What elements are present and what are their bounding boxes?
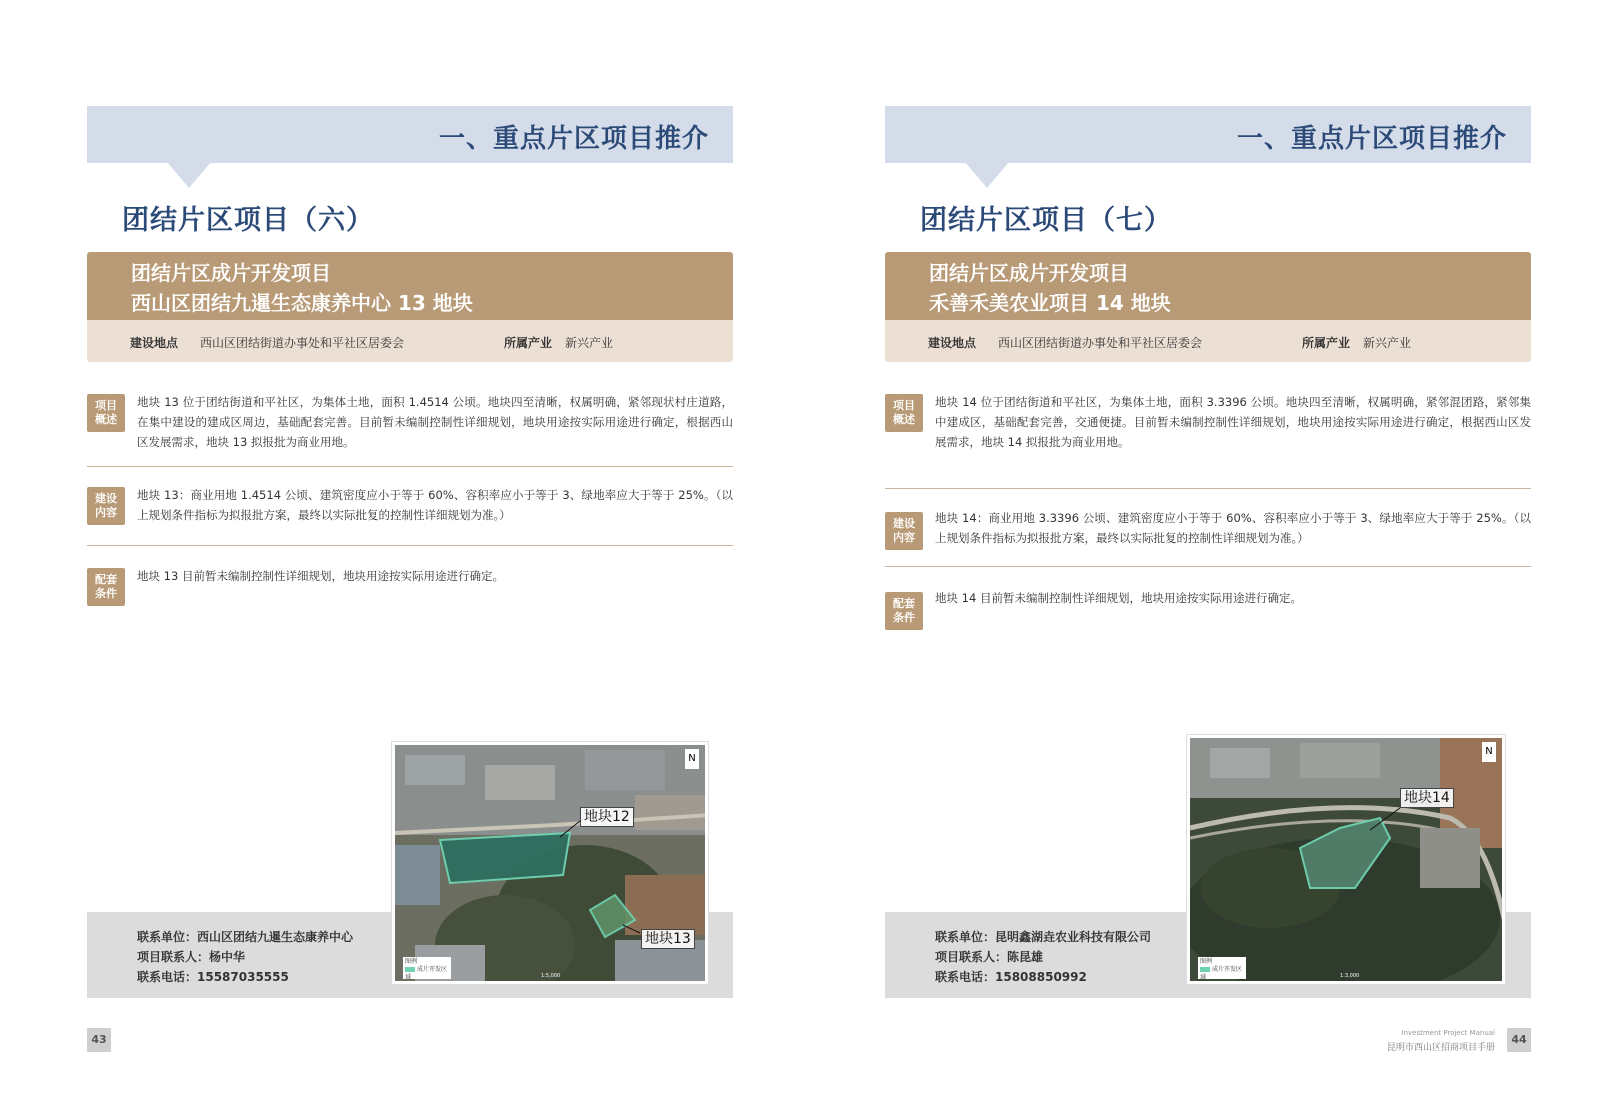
industry-value: 新兴产业 <box>1363 336 1412 350</box>
legend-swatch-icon <box>1200 967 1210 972</box>
location-label: 建设地点 <box>130 336 179 350</box>
page-subtitle: 团结片区项目（七） <box>920 205 1172 236</box>
contact-unit: 联系单位：西山区团结九暹生态康养中心 <box>137 930 354 944</box>
supporting-section <box>885 588 1531 632</box>
legend-swatch-icon <box>405 967 415 972</box>
industry-label: 所属产业 <box>504 336 553 350</box>
contact-phone: 联系电话：15587035555 <box>137 970 289 984</box>
section-banner <box>87 106 733 163</box>
location-label: 建设地点 <box>928 336 977 350</box>
overview-badge: 项目 概述 <box>87 394 125 432</box>
divider <box>87 545 733 546</box>
project-header <box>885 252 1531 320</box>
divider <box>885 566 1531 567</box>
map-scale: 1:3,000 <box>1340 973 1360 979</box>
map-scale: 1:5,000 <box>541 973 561 979</box>
divider <box>87 466 733 467</box>
supporting-badge: 配套 条件 <box>885 592 923 630</box>
contact-unit: 联系单位：昆明鑫湖垚农业科技有限公司 <box>935 930 1152 944</box>
supporting-text: 地块 13 目前暂未编制控制性详细规划，地块用途按实际用途进行确定。 <box>137 569 504 583</box>
project-meta-bar <box>87 320 733 362</box>
banner-title: 一、重点片区项目推介 <box>438 124 709 154</box>
industry-label: 所属产业 <box>1302 336 1351 350</box>
page-number: 43 <box>87 1028 111 1052</box>
footer-chinese: 昆明市西山区招商项目手册 <box>1386 1043 1495 1053</box>
banner-pointer <box>965 162 1009 188</box>
site-map-image <box>1187 735 1505 984</box>
location-value: 西山区团结街道办事处和平社区居委会 <box>998 336 1203 350</box>
aerial-photo <box>1190 738 1505 984</box>
site-map-image <box>392 742 708 984</box>
project-title-line1: 团结片区成片开发项目 <box>131 261 331 285</box>
banner-title: 一、重点片区项目推介 <box>1236 124 1507 154</box>
parcel-13-label: 地块13 <box>641 929 695 949</box>
supporting-text: 地块 14 目前暂未编制控制性详细规划，地块用途按实际用途进行确定。 <box>935 591 1302 605</box>
contact-person: 项目联系人：杨中华 <box>137 950 246 964</box>
overview-text: 地块 13 位于团结街道和平社区，为集体土地，面积 1.4514 公顷。地块四至清晰，权属明确，紧邻现状村庄道路，在集中建设的建成区周边，基础配套完善。目前暂未编制控制性详细规划，地块用途按实际用途进行确定，根据西山区发展需求，地块 13 拟报批为商业用地。 <box>137 395 733 449</box>
map-legend: 图例 成片开发区域 <box>403 957 451 979</box>
construction-text: 地块 13：商业用地 1.4514 公顷、建筑密度应小于等于 60%、容积率应小于等于 3、绿地率应大于等于 25%。（以上规划条件指标为拟报批方案，最终以实际批复的控制性详细规划为准。） <box>137 488 733 522</box>
industry-value: 新兴产业 <box>565 336 614 350</box>
supporting-section <box>87 566 733 610</box>
divider <box>885 488 1531 489</box>
right-page <box>805 0 1610 1100</box>
construction-section <box>87 485 733 535</box>
construction-badge: 建设 内容 <box>87 487 125 525</box>
supporting-badge: 配套 条件 <box>87 568 125 606</box>
page-number: 44 <box>1507 1028 1531 1052</box>
north-arrow-icon: N <box>685 749 699 769</box>
parcel-12-label: 地块12 <box>580 807 634 827</box>
project-header <box>87 252 733 320</box>
map-legend: 图例 成片开发区域 <box>1198 957 1246 979</box>
parcel-14-label: 地块14 <box>1400 788 1454 808</box>
footer-english: Investment Project Manual <box>1401 1029 1495 1037</box>
location-value: 西山区团结街道办事处和平社区居委会 <box>200 336 405 350</box>
project-title-line1: 团结片区成片开发项目 <box>929 261 1129 285</box>
overview-text: 地块 14 位于团结街道和平社区，为集体土地，面积 3.3396 公顷。地块四至清晰，权属明确，紧邻混团路，紧邻集中建成区，基础配套完善，交通便捷。目前暂未编制控制性详细规划，地块用途按实际用途进行确定，根据西山区发展需求，地块 14 拟报批为商业用地。 <box>935 395 1531 449</box>
overview-section <box>87 392 733 462</box>
project-title-line2: 西山区团结九暹生态康养中心 13 地块 <box>131 291 473 315</box>
banner-pointer <box>167 162 211 188</box>
overview-badge: 项目 概述 <box>885 394 923 432</box>
project-title-line2: 禾善禾美农业项目 14 地块 <box>929 291 1171 315</box>
contact-person: 项目联系人：陈昆雄 <box>935 950 1044 964</box>
construction-badge: 建设 内容 <box>885 512 923 550</box>
page-subtitle: 团结片区项目（六） <box>122 205 374 236</box>
north-arrow-icon: N <box>1482 742 1496 762</box>
project-meta-bar <box>885 320 1531 362</box>
construction-section <box>885 508 1531 558</box>
construction-text: 地块 14：商业用地 3.3396 公顷、建筑密度应小于等于 60%、容积率应小于等于 3、绿地率应大于等于 25%。（以上规划条件指标为拟报批方案，最终以实际批复的控制性详细规划为准。） <box>935 511 1531 545</box>
contact-phone: 联系电话：15808850992 <box>935 970 1087 984</box>
overview-section <box>885 392 1531 462</box>
section-banner <box>885 106 1531 163</box>
